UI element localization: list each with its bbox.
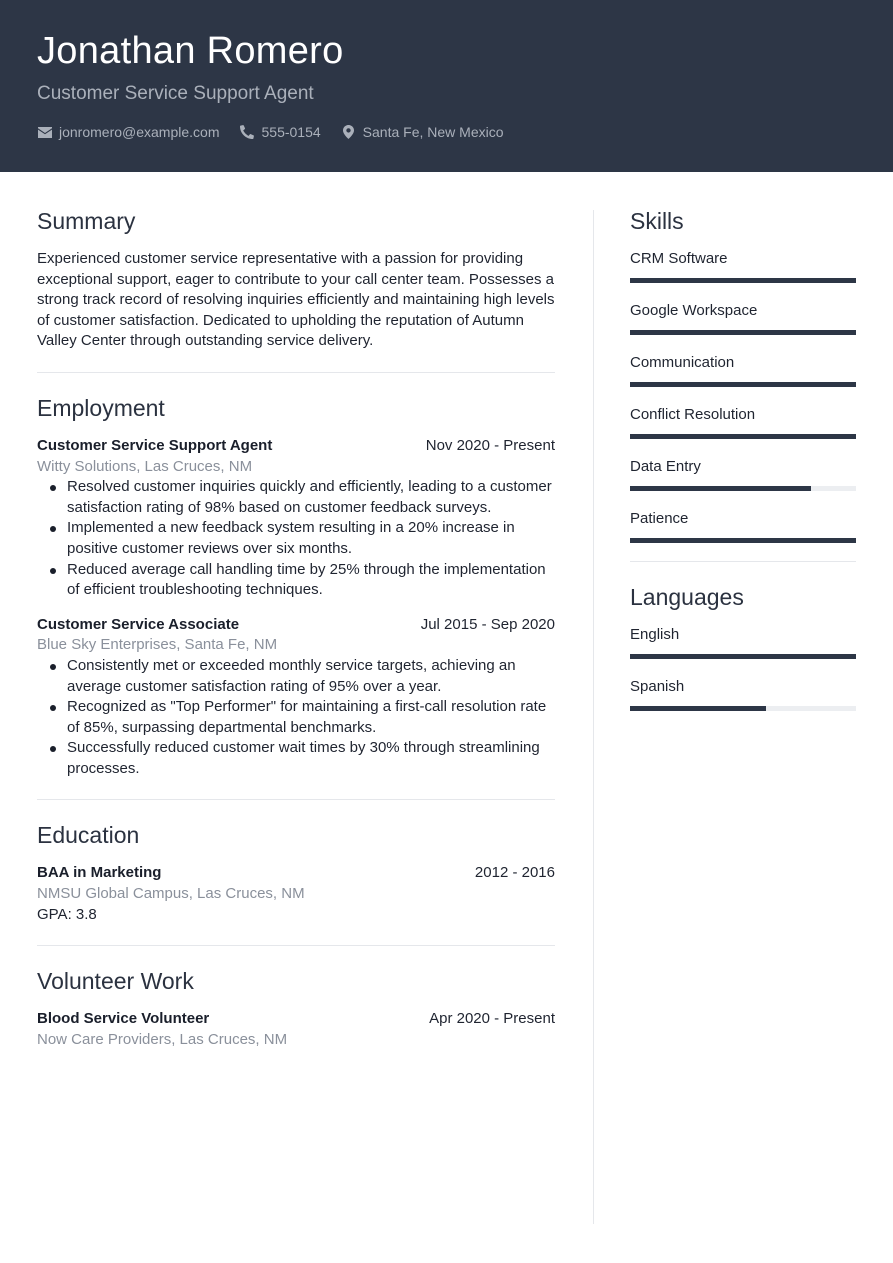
skill-name: Data Entry (630, 458, 701, 475)
languages-section (630, 584, 856, 711)
column-divider (593, 210, 594, 1224)
job-date: Nov 2020 - Present (425, 436, 555, 454)
language-item (630, 677, 856, 711)
language-item (630, 625, 856, 659)
summary-heading: Summary (37, 208, 136, 234)
skill-item (630, 457, 856, 491)
contact-location (341, 124, 504, 140)
skill-level-bar (630, 278, 856, 283)
phone-icon (240, 125, 255, 140)
job-date: Jul 2015 - Sep 2020 (420, 615, 555, 633)
contact-phone[interactable] (240, 124, 321, 140)
education-heading: Education (37, 822, 140, 849)
map-pin-icon (341, 125, 356, 140)
volunteer-section (37, 968, 555, 1050)
education-entry (37, 863, 555, 925)
skill-level-fill (630, 486, 811, 491)
language-level-bar (630, 706, 856, 711)
job-employer: Blue Sky Enterprises, Santa Fe, NM (37, 636, 278, 654)
skill-level-bar (630, 538, 856, 543)
skill-name: Communication (630, 354, 735, 371)
skill-level-fill (630, 382, 856, 387)
section-divider (37, 799, 555, 800)
section-divider (37, 945, 555, 946)
volunteer-org: Now Care Providers, Las Cruces, NM (37, 1030, 288, 1048)
job-employer: Witty Solutions, Las Cruces, NM (37, 457, 253, 475)
contact-email[interactable] (37, 124, 220, 140)
job-entry (37, 436, 555, 601)
job-entry (37, 615, 555, 780)
skill-name: Conflict Resolution (630, 406, 756, 423)
volunteer-date: Apr 2020 - Present (429, 1010, 555, 1028)
school-name: NMSU Global Campus, Las Cruces, NM (37, 885, 305, 903)
skill-level-fill (630, 330, 856, 335)
skill-level-fill (630, 278, 856, 283)
skill-level-bar (630, 382, 856, 387)
employment-section (37, 395, 555, 780)
skill-level-bar (630, 330, 856, 335)
language-level-fill (630, 654, 856, 659)
skills-section (630, 208, 856, 543)
job-title: Customer Service Associate (37, 615, 240, 633)
gpa-text: GPA: 3.8 (37, 905, 97, 923)
skill-name: Google Workspace (630, 302, 758, 319)
skill-item (630, 509, 856, 543)
candidate-title: Customer Service Support Agent (37, 83, 314, 104)
volunteer-entry (37, 1009, 555, 1050)
skill-item (630, 249, 856, 283)
skills-heading: Skills (630, 208, 684, 234)
skill-level-bar (630, 434, 856, 439)
language-name: Spanish (630, 678, 685, 695)
job-achievements (37, 477, 555, 601)
skill-level-bar (630, 486, 856, 491)
volunteer-heading: Volunteer Work (37, 968, 194, 995)
phone-text: 555-0154 (261, 124, 321, 140)
skill-item (630, 353, 856, 387)
skill-level-fill (630, 538, 856, 543)
list-item: Implemented a new feedback system resulting in a 20% increase in positive customer reviews over six months. (37, 518, 555, 559)
list-item: Successfully reduced customer wait times by 30% through streamlining processes. (37, 738, 555, 779)
skill-name: Patience (630, 510, 689, 527)
list-item: Reduced average call handling time by 25% through the implementation of efficient troubleshooting techniques. (37, 560, 555, 601)
section-divider (37, 372, 555, 373)
skill-item (630, 405, 856, 439)
list-item: Consistently met or exceeded monthly service targets, achieving an average customer satisfaction rating of 95% over a year. (37, 656, 555, 697)
resume-header (0, 0, 893, 172)
summary-section (37, 208, 555, 352)
job-title: Customer Service Support Agent (37, 436, 273, 454)
section-divider (630, 561, 856, 562)
degree-title: BAA in Marketing (37, 864, 162, 882)
employment-heading: Employment (37, 394, 165, 421)
language-level-bar (630, 654, 856, 659)
skill-level-fill (630, 434, 856, 439)
language-name: English (630, 626, 680, 643)
list-item: Recognized as "Top Performer" for maintaining a first-call resolution rate of 85%, surpassing departmental benchmarks. (37, 697, 555, 738)
languages-heading: Languages (630, 584, 744, 610)
education-date: 2012 - 2016 (474, 864, 555, 882)
summary-text: Experienced customer service representative with a passion for providing exceptional support, eager to contribute to your call center team. Possesses a strong track record of resolving inquiries efficiently and maintaining high levels of customer satisfaction. Dedicated to upholding the reputation of Autumn Valley Center through outstanding service delivery. (37, 250, 555, 350)
candidate-name: Jonathan Romero (37, 30, 344, 72)
sidebar (630, 208, 856, 729)
skill-name: CRM Software (630, 250, 728, 267)
location-text: Santa Fe, New Mexico (362, 124, 504, 140)
list-item: Resolved customer inquiries quickly and efficiently, leading to a customer satisfaction rating of 98% based on customer feedback surveys. (37, 477, 555, 518)
job-achievements (37, 656, 555, 780)
contact-row (37, 124, 524, 140)
volunteer-role: Blood Service Volunteer (37, 1010, 210, 1028)
skill-item (630, 301, 856, 335)
main-column (37, 208, 555, 1064)
email-text: jonromero@example.com (59, 124, 220, 140)
envelope-icon (37, 125, 52, 140)
language-level-fill (630, 706, 766, 711)
education-section (37, 822, 555, 925)
